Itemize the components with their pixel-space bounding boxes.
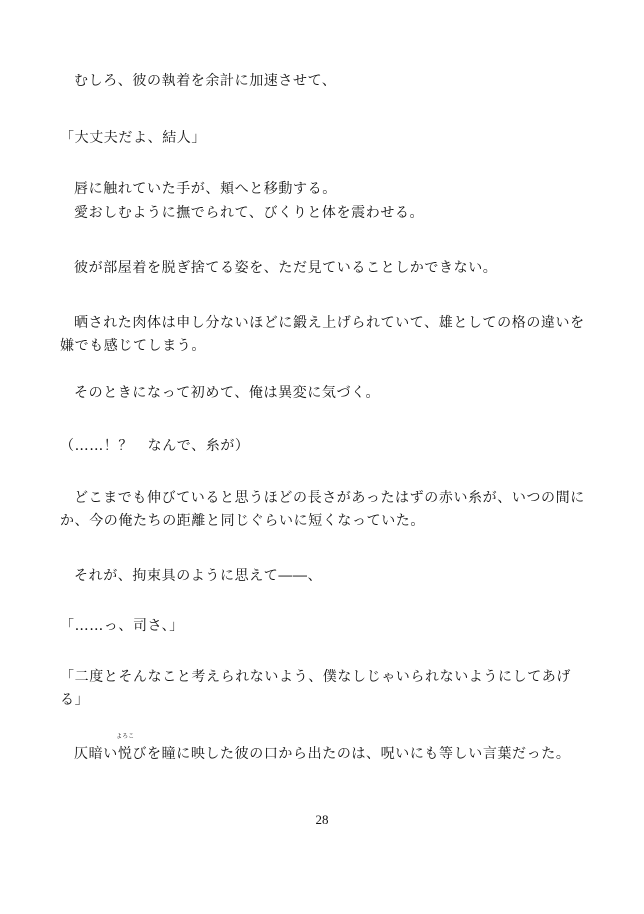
dialogue-3: 「二度とそんなこと考えられないよう、僕なしじゃいられないようにしてあげる」 (60, 669, 571, 708)
ruby-word (116, 733, 135, 766)
inner-thought: （……！？ なんで、糸が） (60, 438, 250, 454)
paragraph-9 (60, 733, 604, 766)
ruby-base: 悦 (117, 746, 133, 762)
paragraph-2: 唇に触れていた手が、頬へと移動する。 (74, 181, 337, 197)
paragraph-9-after: びを瞳に映した彼の口から出たのは、呪いにも等しい言葉だった。 (132, 746, 571, 762)
paragraph-3: 愛おしむように撫でられて、びくりと体を震わせる。 (74, 205, 425, 221)
paragraph-7: どこまでも伸びていると思うほどの長さがあったはずの赤い糸が、いつの間にか、今の俺たちの距離と同じぐらいに短くなっていた。 (60, 490, 585, 529)
dialogue-2: 「……っ、司さ、」 (60, 618, 184, 634)
page-number: 28 (315, 812, 329, 827)
paragraph-9-before: 仄暗い (74, 746, 118, 762)
paragraph-1: むしろ、彼の執着を余計に加速させて、 (74, 73, 337, 89)
paragraph-8: それが、拘束具のように思えて――、 (74, 568, 323, 584)
paragraph-6: そのときになって初めて、俺は異変に気づく。 (74, 385, 381, 401)
ruby-reading: よろこ (116, 733, 135, 740)
dialogue-1: 「大丈夫だよ、結人」 (60, 130, 206, 146)
paragraph-4: 彼が部屋着を脱ぎ捨てる姿を、ただ見ていることしかできない。 (74, 260, 498, 276)
paragraph-5: 晒された肉体は申し分ないほどに鍛え上げられていて、雄としての格の違いを嫌でも感じてしまう。 (60, 315, 585, 354)
